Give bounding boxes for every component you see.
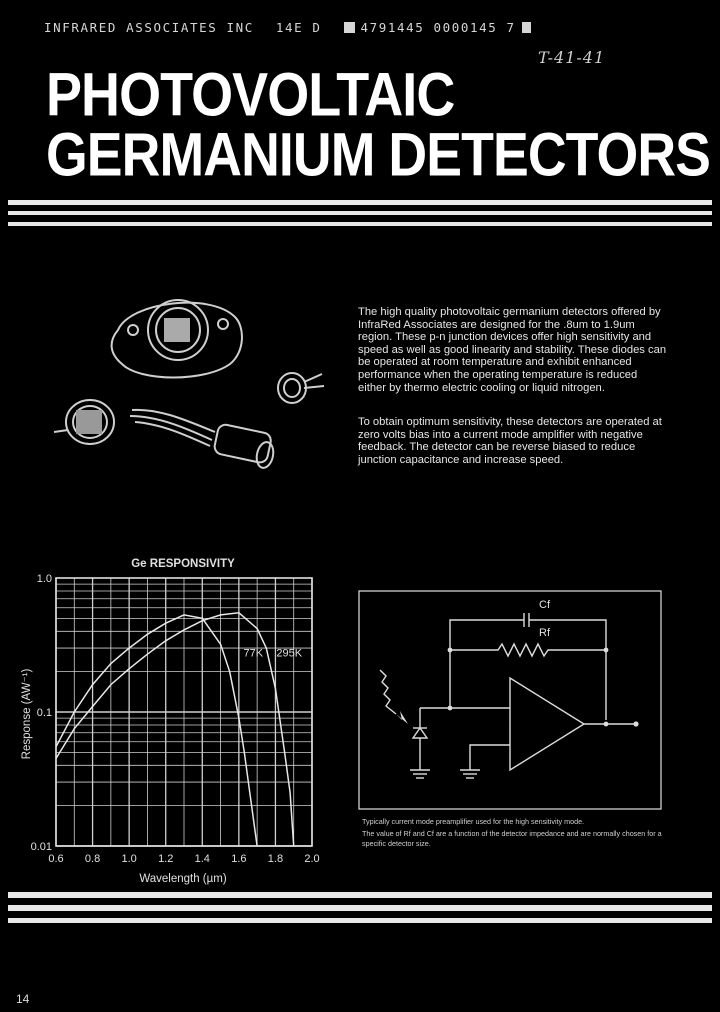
x-tick-label: 0.6 xyxy=(48,853,64,865)
y-tick-label: 1.0 xyxy=(36,573,52,585)
x-tick-label: 1.6 xyxy=(231,853,247,865)
op-amp xyxy=(510,678,584,770)
x-tick-label: 2.0 xyxy=(304,853,320,865)
divider-rule xyxy=(8,200,712,205)
series-label-77k: 77K xyxy=(243,647,264,660)
x-tick-label: 1.4 xyxy=(194,853,210,865)
page-title-line-2: GERMANIUM DETECTORS xyxy=(46,121,711,190)
document-header xyxy=(44,20,531,35)
divider-rule xyxy=(8,892,712,898)
barcode-mark-1 xyxy=(344,22,355,33)
circuit-caption-line-2: The value of Rf and Cf are a function of the detector impedance and are normally chosen for a specific detector size. xyxy=(362,829,662,848)
handwritten-note: T-41-41 xyxy=(538,48,606,67)
doc-number: 4791445 0000145 7 xyxy=(360,20,516,35)
y-tick-label: 0.1 xyxy=(36,707,52,719)
description-paragraph-2: To obtain optimum sensitivity, these detectors are operated at zero volts bias into a current mode amplifier with negative feedback. The detector can be reverse biased to reduce junction capacitance and increase speed. xyxy=(358,416,662,466)
page-number: 14 xyxy=(16,992,30,1006)
x-tick-label: 1.0 xyxy=(121,853,137,865)
light-ray xyxy=(380,670,396,714)
divider-rule xyxy=(8,222,712,226)
page-title-line-1: PHOTOVOLTAIC xyxy=(46,61,455,130)
company-name: INFRARED ASSOCIATES INC xyxy=(44,20,254,35)
sensor-window xyxy=(164,318,190,342)
photodiode-symbol xyxy=(413,728,427,738)
chart-grid xyxy=(56,578,312,846)
preamplifier-circuit xyxy=(358,590,664,810)
capacitor-label: Cf xyxy=(539,599,550,611)
circuit-diagram xyxy=(358,590,664,810)
divider-rule xyxy=(8,905,712,911)
resistor-label: Rf xyxy=(539,627,550,639)
x-axis-label: Wavelength (µm) xyxy=(139,873,227,885)
sensor-element xyxy=(76,410,102,434)
series-label-295k: 295K xyxy=(276,647,303,660)
circuit-caption-line-1: Typically current mode preamplifier used for the high sensitivity mode. xyxy=(362,817,585,826)
header-code: 14E D xyxy=(275,20,322,35)
x-tick-label: 1.2 xyxy=(158,853,174,865)
responsivity-chart xyxy=(20,556,330,886)
y-axis-label: Response (AW⁻¹) xyxy=(21,668,33,760)
series-line-77k xyxy=(56,615,257,846)
x-tick-label: 1.8 xyxy=(267,853,284,865)
divider-rule xyxy=(8,918,712,923)
chart-series-labels xyxy=(243,647,302,659)
divider-rule xyxy=(8,211,712,215)
y-tick-label: 0.01 xyxy=(30,841,52,853)
chart-title: Ge RESPONSIVITY xyxy=(131,558,235,570)
responsivity-chart-svg xyxy=(20,556,330,886)
x-tick-label: 0.8 xyxy=(84,853,101,865)
description-paragraph-1: The high quality photovoltaic germanium detectors offered by InfraRed Associates are designed for the .8um to 1.9um region. These p-n junction devices offer high sensitivity and speed as well as good linearity and stability. These diodes can be operated at room temperature and exhibit enhanced performance when the operating temperature is reduced either by thermo electric cooling or liquid nitrogen. xyxy=(358,306,667,394)
detector-product-photo xyxy=(40,282,340,482)
barcode-mark-2 xyxy=(522,22,531,33)
